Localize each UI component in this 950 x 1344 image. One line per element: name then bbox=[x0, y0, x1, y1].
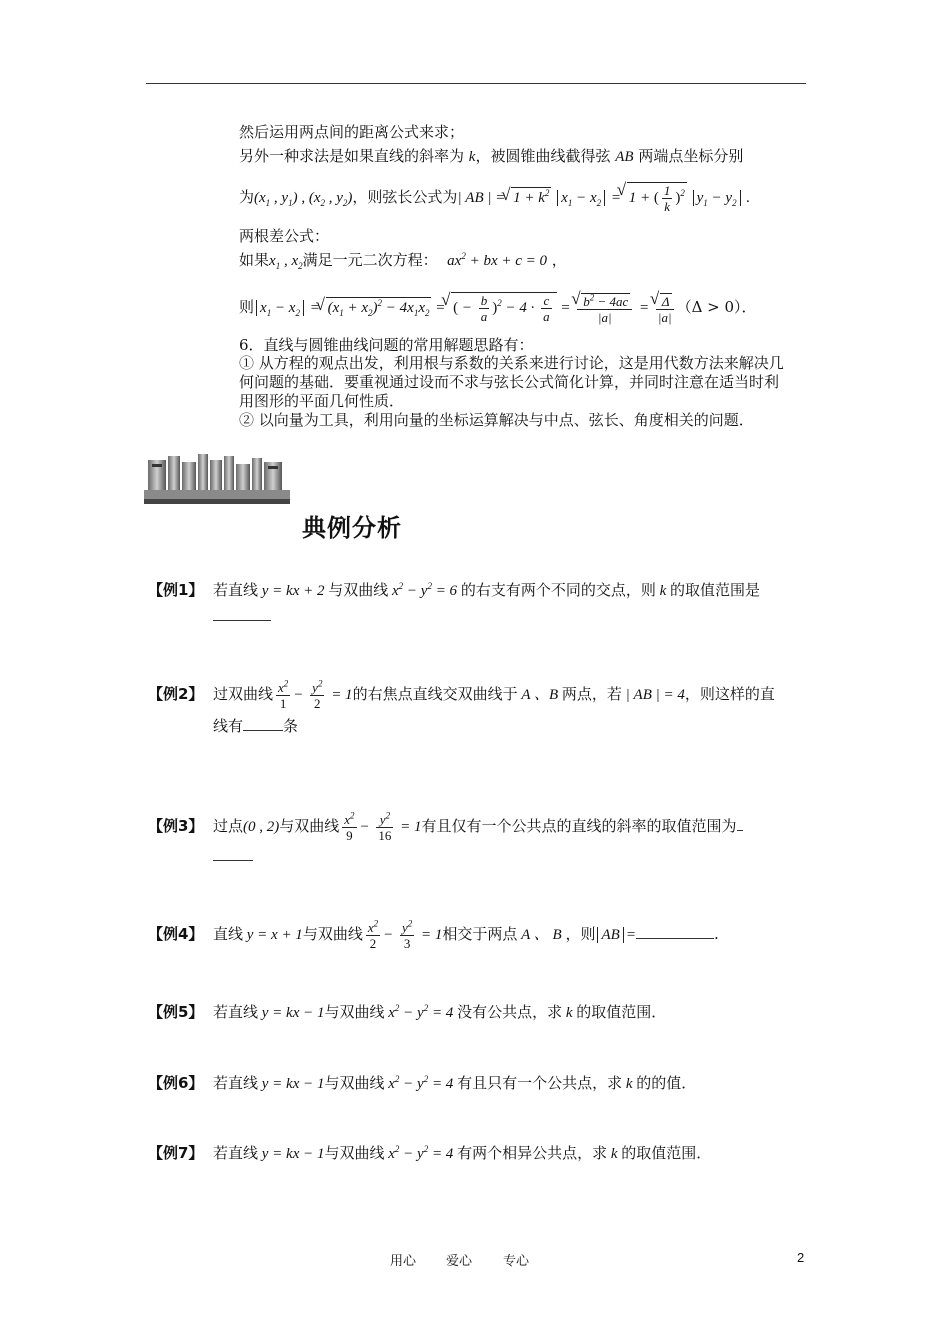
text: 满足一元二次方程： bbox=[302, 251, 438, 269]
text: 的的值． bbox=[636, 1074, 697, 1092]
example-label: 【例1】 bbox=[148, 581, 204, 599]
example-5 bbox=[148, 1002, 666, 1023]
math-hyperbola: $x^2 - y^2 = 4$ bbox=[384, 1074, 458, 1092]
text: 何问题的基础．要重视通过设而不求与弦长公式简化计算，并同时注意在适当时利 bbox=[239, 373, 780, 391]
text: 与双曲线 bbox=[324, 1144, 385, 1162]
text: 两根差公式： bbox=[239, 227, 330, 245]
math-abs-ab: AB = bbox=[595, 927, 635, 943]
text: 如果 bbox=[239, 251, 270, 269]
example-label: 【例6】 bbox=[148, 1074, 204, 1092]
example-3 bbox=[148, 812, 743, 843]
text: 与双曲线 bbox=[302, 924, 363, 943]
text: 与双曲线 bbox=[328, 581, 389, 599]
math-ab: A 、B bbox=[517, 686, 562, 703]
text: 有且仅有一个公共点的直线的斜率的取值范围为 bbox=[421, 816, 737, 835]
text: 直线 bbox=[212, 924, 243, 943]
math-k: k bbox=[468, 149, 476, 165]
text-line-slope bbox=[239, 146, 743, 167]
text: 与双曲线 bbox=[324, 1074, 385, 1092]
text: 的右支有两个不同的交点，则 bbox=[460, 581, 656, 599]
text: 的取值范围． bbox=[576, 1003, 667, 1021]
math-hyperbola: $\frac{x^2}{2}$ − $\frac{y^2}{3}$ = 1 bbox=[367, 918, 443, 951]
math-line: y = kx − 1 bbox=[258, 1146, 325, 1162]
text: 则 bbox=[239, 297, 255, 316]
text: ，则弦长公式为 bbox=[352, 187, 458, 206]
text: （Δ > 0）． bbox=[676, 297, 757, 316]
section-6-line4 bbox=[239, 410, 754, 430]
math-formula: | AB | = √ $1 + k^2$ $x_1 - x_2$ = √ 1 + ( $\frac{1}{k}$ )$^2$ $y_1 - y_2$ . bbox=[457, 190, 750, 206]
text: 然后运用两点间的距离公式来求； bbox=[239, 123, 465, 141]
section-heading: 典例分析 bbox=[302, 514, 402, 542]
section-6-line3 bbox=[239, 391, 404, 411]
answer-blank-1 bbox=[213, 606, 271, 626]
example-label: 【例3】 bbox=[148, 816, 204, 835]
math-hyperbola: $\frac{x^2}{1}$ − $\frac{y^2}{2}$ = 1 bbox=[278, 678, 353, 711]
text: 的取值范围是 bbox=[670, 581, 761, 599]
text: ① 从方程的观点出发，利用根与系数的关系来进行讨论，这是用代数方法来解决几 bbox=[239, 354, 784, 372]
example-label: 【例7】 bbox=[148, 1144, 204, 1162]
text: 若直线 bbox=[212, 1144, 258, 1162]
blank bbox=[213, 606, 271, 621]
text-line-distance bbox=[239, 122, 464, 142]
example-4: 【例4】 直线 y = x + 1与双曲线 $\frac{x^2}{2}$ − $\frac{y^2}{3}$ = 1相交于两点 A 、 B ，则 AB = . bbox=[148, 918, 719, 951]
page-number: 2 bbox=[797, 1250, 805, 1265]
text: 两点，若 bbox=[561, 684, 622, 703]
math-k: k bbox=[607, 1146, 622, 1162]
text: 过点 bbox=[212, 816, 243, 835]
text: 线有 bbox=[213, 717, 244, 735]
answer-blank-3 bbox=[213, 846, 253, 866]
math-k: k bbox=[655, 583, 670, 599]
math-hyperbola: $\frac{x^2}{9}$ − $\frac{y^2}{16}$ = 1 bbox=[344, 810, 422, 843]
example-7 bbox=[148, 1143, 711, 1164]
blank bbox=[213, 846, 253, 861]
root-diff-formula bbox=[239, 292, 757, 325]
blank bbox=[636, 924, 714, 939]
math-abs-ab: | AB | = 4 bbox=[621, 686, 685, 703]
example-6 bbox=[148, 1073, 696, 1094]
text: 相交于两点 bbox=[442, 924, 518, 943]
example-label: 【例4】 bbox=[148, 924, 204, 943]
text-line-quadratic: 如果$x_1$ , $x_2$满足一元二次方程： $ax^2$ + bx + c = 0 ， bbox=[239, 251, 567, 271]
section-6-line1 bbox=[239, 353, 784, 373]
text: 为 bbox=[239, 187, 255, 206]
bookshelf-icon bbox=[144, 450, 290, 506]
math-line: y = kx − 1 bbox=[258, 1005, 325, 1021]
text: 有且只有一个公共点，求 bbox=[457, 1074, 623, 1092]
text: 条 bbox=[283, 717, 299, 735]
math-hyperbola: $x^2 - y^2 = 4$ bbox=[384, 1144, 458, 1162]
text: ，则这样的直 bbox=[684, 684, 775, 703]
math-roots: $x_1$ , $x_2$ bbox=[269, 253, 303, 271]
section-6-line2 bbox=[239, 372, 779, 392]
text: 有两个相异公共点，求 bbox=[457, 1144, 608, 1162]
example-2-cont bbox=[213, 716, 298, 736]
footer-text-1: 用心 bbox=[390, 1254, 417, 1269]
text: 没有公共点，求 bbox=[457, 1003, 563, 1021]
math-ab: AB bbox=[615, 149, 634, 165]
footer-text-3: 专心 bbox=[503, 1254, 530, 1269]
blank bbox=[243, 716, 283, 731]
text: ，则 bbox=[565, 924, 596, 943]
text-line-root-diff bbox=[239, 226, 329, 246]
math-line: y = x + 1 bbox=[243, 926, 303, 943]
math-point: (0 , 2) bbox=[243, 818, 280, 835]
chord-length-formula bbox=[239, 182, 750, 214]
math-hyperbola: $x^2 - y^2 = 6$ bbox=[388, 581, 461, 599]
math-line: y = kx − 1 bbox=[258, 1076, 325, 1092]
text: 6．直线与圆锥曲线问题的常用解题思路有： bbox=[239, 336, 534, 354]
math-ab: A 、 B bbox=[517, 926, 566, 943]
example-label: 【例5】 bbox=[148, 1003, 204, 1021]
math-root-diff: $x_1 - x_2$ = √ $(x_1 + x_2)^2 - 4x_1x_2$ = √ ( − $\frac{b}{a}$ )$^2$ − 4 · $\frac{c}{a}$ = √ $\frac{b^2 - 4ac}{|a|}$ = √ $\frac{\Delta}{|a|}$ bbox=[254, 300, 677, 316]
math-k: k bbox=[622, 1076, 637, 1092]
math-hyperbola: $x^2 - y^2 = 4$ bbox=[384, 1003, 458, 1021]
text: 若直线 bbox=[212, 1074, 258, 1092]
example-2 bbox=[148, 680, 775, 711]
text: 若直线 bbox=[212, 581, 258, 599]
section-6-title bbox=[239, 335, 534, 355]
footer-text-2: 爱心 bbox=[446, 1254, 473, 1269]
header-rule bbox=[146, 83, 806, 84]
text: 过双曲线 bbox=[212, 684, 273, 703]
text: 的右焦点直线交双曲线于 bbox=[352, 684, 518, 703]
text: 与双曲线 bbox=[279, 816, 340, 835]
text: 与双曲线 bbox=[324, 1003, 385, 1021]
text: ，被圆锥曲线截得弦 bbox=[475, 147, 611, 165]
text: 的取值范围． bbox=[621, 1144, 712, 1162]
math-k: k bbox=[562, 1005, 577, 1021]
math-points: ($x_1$ , $y_1$) , ($x_2$ , $y_2$) bbox=[254, 189, 353, 208]
blank bbox=[737, 816, 743, 831]
example-1 bbox=[148, 580, 760, 601]
text: ② 以向量为工具，利用向量的坐标运算解决与中点、弦长、角度相关的问题． bbox=[239, 411, 754, 429]
example-label: 【例2】 bbox=[148, 684, 204, 703]
text: 另外一种求法是如果直线的斜率为 bbox=[239, 147, 465, 165]
math-quadratic: $ax^2$ + bx + c = 0 bbox=[447, 251, 548, 269]
text: 两端点坐标分别 bbox=[638, 147, 744, 165]
text: 用图形的平面几何性质． bbox=[239, 392, 405, 410]
text: 若直线 bbox=[212, 1003, 258, 1021]
math-line: y = kx + 2 bbox=[258, 583, 329, 599]
